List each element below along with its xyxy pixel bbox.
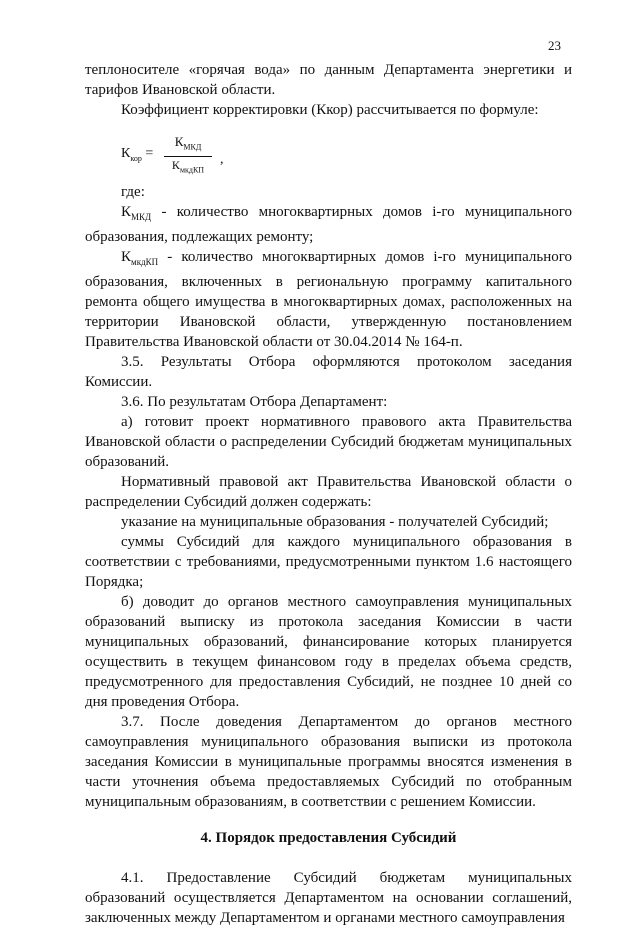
page-number: 23 — [548, 38, 561, 53]
paragraph-summy: суммы Субсидий для каждого муниципального образования в соответствии с требованиями, предусмотренными пунктом 1.6 настоящего Порядка; — [85, 534, 572, 590]
paragraph-4-1: 4.1. Предоставление Субсидий бюджетам муниципальных образований осуществляется Департаментом на основании соглашений, заключенных между Департаментом и органами местного самоуправления — [85, 870, 572, 926]
section-heading: 4. Порядок предоставления Субсидий — [200, 830, 457, 846]
coefficient-formula — [121, 134, 261, 176]
formula-block — [85, 120, 572, 182]
paragraph-3-7: 3.7. После доведения Департаментом до органов местного самоуправления муниципального образования выписки из протокола заседания Комиссии в муниципальные программы вносятся изменения в части уточнения объема предоставляемых Субсидий по отобранным муниципальным образованиям, в соответствии с решением Комиссии. — [85, 714, 572, 810]
paragraph-kmkd: $К_{МКД}$ - количество многоквартирных домов i-го муниципального образования, подлежащих ремонту; — [85, 204, 572, 245]
formula-numerator: $К_{МКД}$ — [164, 134, 212, 157]
paragraph-3-6-b: б) доводит до органов местного самоуправления муниципальных образований выписку из протокола заседания Комиссии в части муниципальных образований, финансирование которых планируется осуществить в текущем финансовом году в пределах объема средств, предусмотренного для предоставления Субсидий, не позднее 10 дней со дня проведения Отбора. — [85, 594, 572, 710]
paragraph-coefficient: Коэффициент корректировки (Ккор) рассчитывается по формуле: — [121, 102, 539, 118]
paragraph-3-6: 3.6. По результатам Отбора Департамент: — [121, 394, 388, 410]
paragraph-3-6-a: а) готовит проект нормативного правового акта Правительства Ивановской области о распределении Субсидий бюджетам муниципальных образований. — [85, 414, 572, 470]
formula-comma: , — [220, 152, 224, 167]
document-body — [85, 60, 572, 928]
paragraph-kmkdkp: $К_{мкдКП}$ - количество многоквартирных домов i-го муниципального образования, включенных в региональную программу капитального ремонта общего имущества в многоквартирных домах, расположенных на территории Ивановской области, утвержденную постановлением Правительства Ивановской области от 30.04.2014 № 164-п. — [85, 249, 572, 350]
paragraph-3-5: 3.5. Результаты Отбора оформляются протоколом заседания Комиссии. — [85, 354, 572, 390]
formula-lhs: $К_{кор}$ = — [121, 146, 154, 163]
paragraph-ukazanie: указание на муниципальные образования - получателей Субсидий; — [121, 514, 549, 530]
formula-denominator: $К_{мкдКП}$ — [171, 157, 205, 174]
paragraph-npa: Нормативный правовой акт Правительства Ивановской области о распределении Субсидий должен содержать: — [85, 474, 572, 510]
paragraph-where: где: — [121, 184, 145, 200]
paragraph-intro: теплоносителе «горячая вода» по данным Департамента энергетики и тарифов Ивановской области. — [85, 62, 572, 98]
formula-fraction — [164, 134, 212, 178]
